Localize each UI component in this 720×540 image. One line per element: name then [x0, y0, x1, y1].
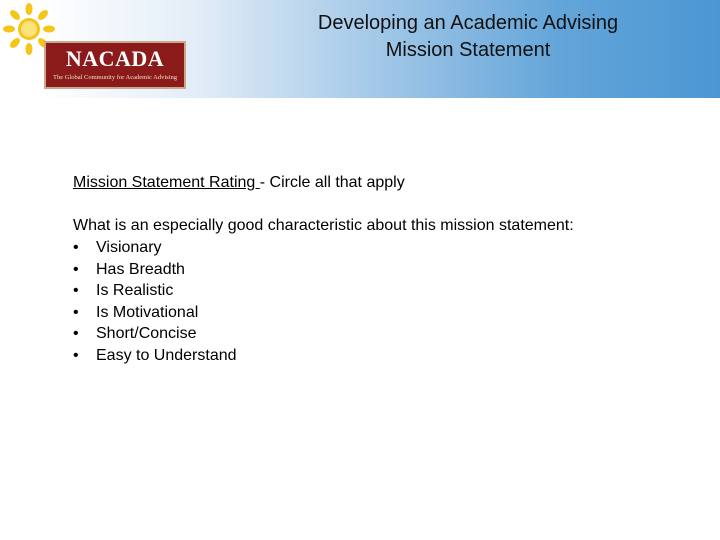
- rating-heading-instruction: - Circle all that apply: [259, 174, 405, 191]
- option-item: [73, 345, 693, 367]
- nacada-logo: [44, 41, 186, 89]
- option-item: [73, 259, 693, 281]
- bullet-icon: •: [73, 239, 79, 256]
- slide-header-banner: [0, 0, 720, 98]
- bullet-icon: •: [73, 282, 79, 300]
- option-item: [73, 237, 693, 259]
- option-label: Is Realistic: [96, 282, 174, 300]
- bullet-icon: •: [73, 346, 79, 364]
- logo-name: NACADA: [65, 46, 165, 71]
- slide-title-line-1: Developing an Academic Advising: [317, 12, 619, 34]
- option-label: Has Breadth: [96, 260, 185, 278]
- slide-title: [250, 10, 686, 64]
- option-label: Short/Concise: [96, 325, 197, 343]
- logo-tagline: The Global Community for Academic Advising: [52, 74, 178, 81]
- option-label: Visionary: [96, 239, 162, 256]
- question-text: What is an especially good characteristic about this mission statement:: [73, 217, 574, 234]
- slide-body: [73, 172, 693, 367]
- option-item: [73, 323, 693, 345]
- slide-title-line-2: Mission Statement: [385, 39, 551, 61]
- rating-heading-underlined: Mission Statement Rating: [73, 174, 260, 191]
- option-label: Easy to Understand: [96, 346, 237, 364]
- rating-heading: [73, 172, 693, 194]
- option-label: Is Motivational: [96, 303, 199, 321]
- options-list: [73, 237, 693, 367]
- option-item: [73, 302, 693, 324]
- bullet-icon: •: [73, 325, 79, 343]
- bullet-icon: •: [73, 303, 79, 321]
- option-item: [73, 280, 693, 302]
- bullet-icon: •: [73, 260, 79, 278]
